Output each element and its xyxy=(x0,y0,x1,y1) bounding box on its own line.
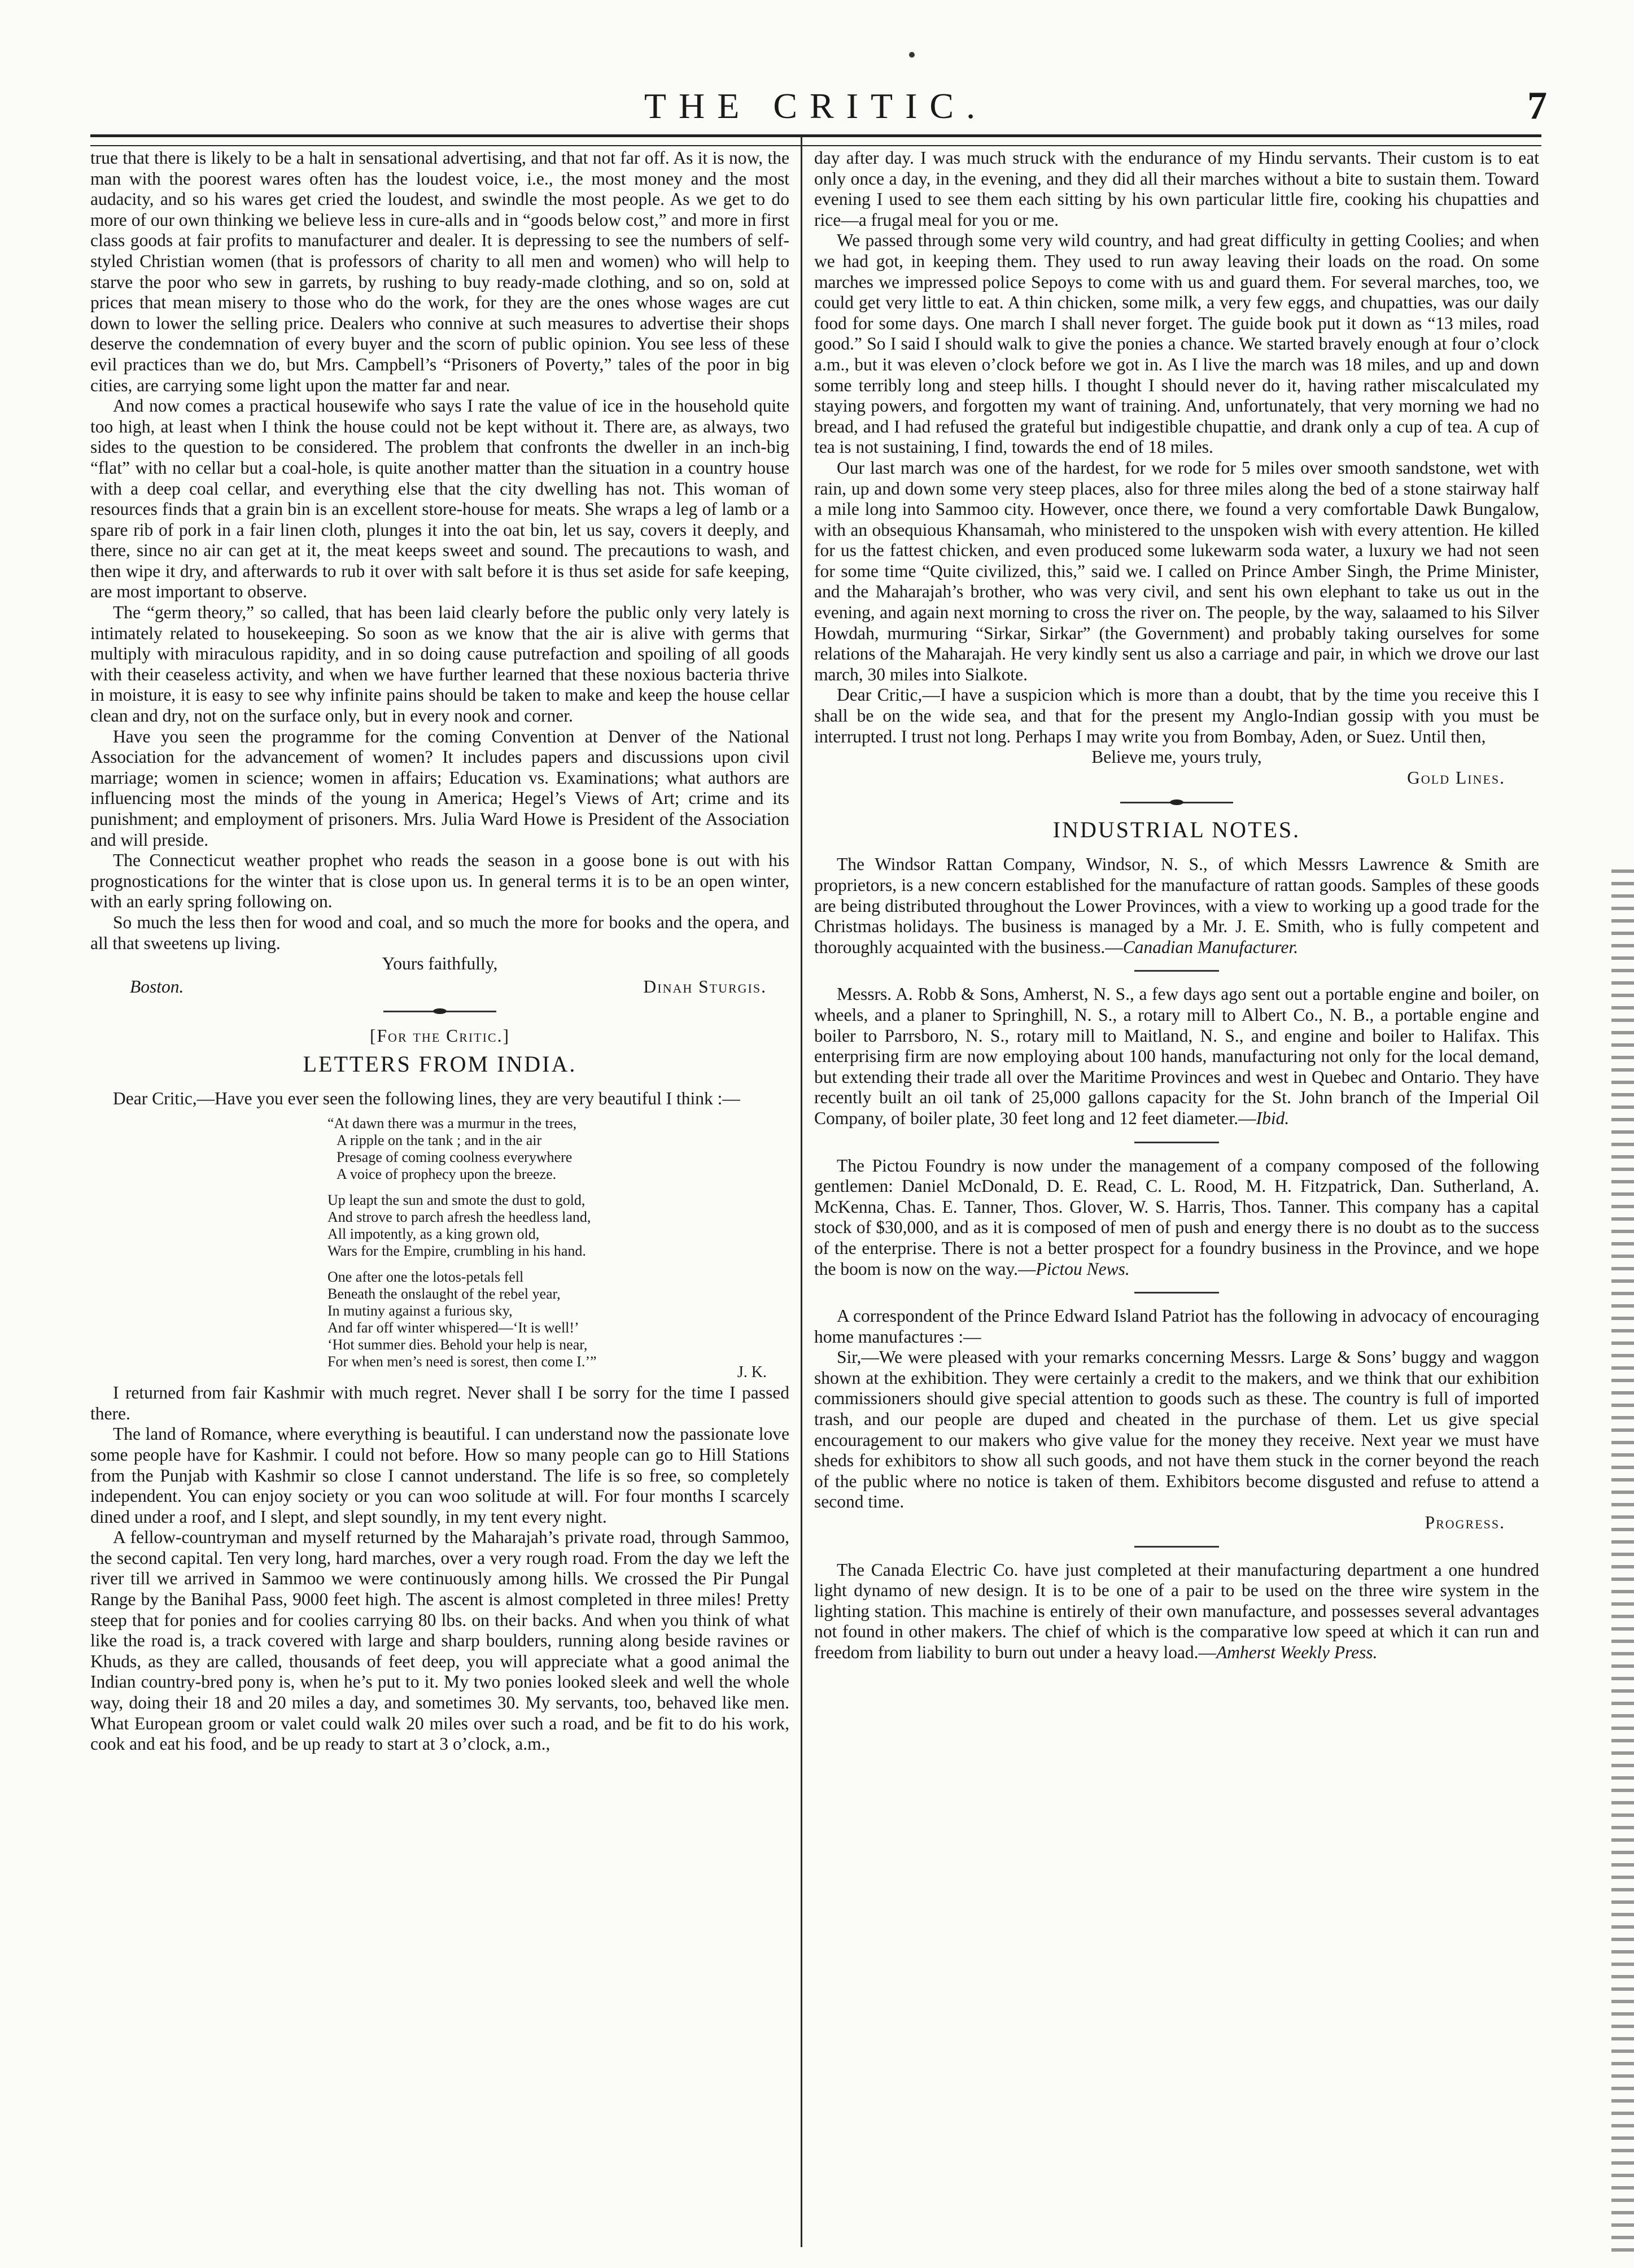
section-title: INDUSTRIAL NOTES. xyxy=(1052,817,1301,843)
signature-row xyxy=(90,977,789,998)
news-item xyxy=(814,1156,1539,1280)
news-item xyxy=(814,1560,1539,1663)
column-divider xyxy=(801,136,802,2247)
poem-line: One after one the lotos-petals fell xyxy=(327,1268,524,1285)
poem-line: “At dawn there was a murmur in the trees, xyxy=(327,1115,577,1131)
letter-place: Boston. xyxy=(130,976,184,997)
header-rule xyxy=(90,134,1541,146)
letter-signature: Dinah Sturgis. xyxy=(643,976,767,997)
masthead-title: THE CRITIC. xyxy=(644,86,988,126)
news-source: Ibid. xyxy=(1256,1108,1290,1128)
paragraph: The land of Romance, where everything is beautiful. I can understand now the passionate love some people have for Kashmir. I could not before. How so many people can go to Hill Stations from the Punjab with Kashmir so close I cannot understand. The life is so free, so completely independent. You can enjoy society or you can woo solitude at will. For four months I scarcely dined under a roof, and I slept, and slept soundly, in my tent every night. xyxy=(90,1424,789,1527)
news-item xyxy=(814,984,1539,1129)
poem-line: In mutiny against a furious sky, xyxy=(327,1302,513,1319)
poem-line: Wars for the Empire, crumbling in his hand. xyxy=(327,1242,586,1259)
section-title: LETTERS FROM INDIA. xyxy=(303,1051,577,1077)
item-rule xyxy=(1134,970,1219,972)
poem-line: A voice of prophecy upon the breeze. xyxy=(337,1165,557,1182)
poem xyxy=(327,1115,789,1370)
poem-stanza xyxy=(327,1115,789,1183)
left-column xyxy=(90,148,789,2260)
news-item: A correspondent of the Prince Edward Island Patriot has the following in advocacy of encouraging home manufactures :— xyxy=(814,1306,1539,1347)
paragraph: A fellow-countryman and myself returned by the Maharajah’s private road, through Sammoo, the second capital. Ten very long, hard marches, over a very rough road. From the day we left the river till we arrived in Sammoo we were continuously among hills. We crossed the Pir Pungal Range by the Banihal Pass, 9000 feet high. The ascent is almost completed in three miles! Pretty steep that for ponies and for coolies carrying 80 lbs. on their backs. And when you think of what like the road is, a track covered with large and sharp boulders, running along beside ravines or Khuds, as they are called, thousands of feet deep, you will appreciate what a good animal the Indian country-bred pony is, when he’s put to it. My two ponies looked sleek and well the whole way, doing their 18 and 20 miles a day, and sometimes 30. My servants, too, behaved like men. What European groom or valet could walk 20 miles over such a road, and be fit to do his work, cook and eat his food, and be up ready to start at 3 o’clock, a.m., xyxy=(90,1527,789,1754)
news-item: Sir,—We were pleased with your remarks concerning Messrs. Large & Sons’ buggy and waggon shown at the exhibition. They were certainly a credit to the makers, and we think that our exhibition commissioners should give special attention to goods such as these. The country is full of imported trash, and our people are duped and cheated in the purchase of them. Let us give special encouragement to our makers who give value for the money they receive. Next year we must have sheds for exhibitors to show all such goods, and not have them stuck in the corner beyond the reach of the public where no notice is taken of them. Exhibitors become disgusted and refuse to attend a second time. xyxy=(814,1347,1539,1512)
page-number: 7 xyxy=(1527,84,1547,128)
news-source: Pictou News. xyxy=(1036,1258,1130,1279)
paragraph: Dear Critic,—Have you ever seen the following lines, they are very beautiful I think :— xyxy=(113,1088,740,1108)
item-rule xyxy=(1134,1142,1219,1143)
paragraph: true that there is likely to be a halt in sensational advertising, and that not far off. As it is now, the man with the poorest wares often has the loudest voice, i.e., the most money and the most audacity, and so his wares get cried the loudest, and swindle the most people. As we get to do more of our own thinking we believe less in cure-alls and in “goods below cost,” and more in first class goods at fair profits to manufacturer and dealer. It is depressing to see the numbers of self-styled Christian women (that is professors of charity to all men and women) who will help to starve the poor who sew in garrets, by rushing to buy ready-made clothing, and so on, sold at prices that mean misery to those who do the work, for they are the ones whose wages are cut down to lower the selling price. Dealers who connive at such measures to advertise their shops deserve the condemnation of every buyer and the scorn of public opinion. You see less of these evil practices than we do, but Mrs. Campbell’s “Prisoners of Poverty,” tales of the poor in big cities, are carrying some light upon the matter far and near. xyxy=(90,148,789,395)
poem-line: ‘Hot summer dies. Behold your help is near, xyxy=(327,1336,588,1353)
news-text: The Pictou Foundry is now under the management of a company composed of the following gentlemen: Daniel McDonald, D. E. Read, C. L. Rood, M. H. Fitzpatrick, Dan. Sutherland, A. McKenna, Chas. E. Tanner, Thos. Glover, W. S. Harris, Thos. Tanner. This company has a capital stock of $30,000, and as it is composed of men of push and energy there is no doubt as to the success of the enterprise. There is not a better prospect for a foundry business in the Province, and we hope the boom is now on the way.— xyxy=(814,1155,1539,1279)
poem-line: And strove to parch afresh the heedless land, xyxy=(327,1208,591,1225)
paragraph: We passed through some very wild country, and had great difficulty in getting Coolies; and when we had got, in keeping them. They used to run away leaving their loads on the road. On some marches we impressed police Sepoys to come with us and guard them. For several marches, too, we could get very little to eat. A thin chicken, some milk, a very few eggs, and chupatties, was our daily food for some days. One march I shall never forget. The guide book put it down as “13 miles, road good.” So I said I should walk to give the ponies a chance. We started bravely enough at four o’clock a.m., but it was eleven o’clock before we got in. As I live the march was 18 miles, and up and down some terribly long and steep hills. I thought I should never do it, having rather miscalculated my staying powers, and forgotten my want of training. And, unfortunately, that very morning we had no bread, and I had refused the grateful but indigestible chupattie, and drank only a cup of tea. A cup of tea is not sustaining, I find, towards the end of 18 miles. xyxy=(814,230,1539,457)
poem-line: Up leapt the sun and smote the dust to gold, xyxy=(327,1191,586,1208)
paragraph: I returned from fair Kashmir with much regret. Never shall I be sorry for the time I passed there. xyxy=(90,1383,789,1423)
section-rule xyxy=(1120,802,1233,803)
scan-speck xyxy=(909,52,915,58)
item-rule xyxy=(1134,1546,1219,1548)
running-head xyxy=(85,84,1547,134)
poem-line: Presage of coming coolness everywhere xyxy=(337,1148,573,1165)
poem-line: And far off winter whispered—‘It is well!’ xyxy=(327,1319,579,1336)
poem-stanza xyxy=(327,1192,789,1260)
letter-signature: Gold Lines. xyxy=(1407,767,1505,788)
paragraph: So much the less then for wood and coal, and so much the more for books and the opera, and all that sweetens up living. xyxy=(90,912,789,953)
section-rule xyxy=(383,1011,496,1012)
paragraph: The “germ theory,” so called, that has been laid clearly before the public only very lately is intimately related to housekeeping. So soon as we know that the air is alive with germs that multiply with miraculous rapidity, and in so doing cause putrefaction and spoiling of all goods with their ceaseless activity, and when we have further learned that these noxious bacteria thrive in moisture, it is easy to see why infinite pains should be taken to make and keep the house cellar clean and dry, not on the surface only, but in every nook and corner. xyxy=(90,602,789,726)
poem-line: Beneath the onslaught of the rebel year, xyxy=(327,1285,561,1302)
scan-edge-artifact xyxy=(1611,869,1634,2258)
news-text: Messrs. A. Robb & Sons, Amherst, N. S., a few days ago sent out a portable engine and boiler, on wheels, and a planer to Springhill, N. S., a rotary mill to Albert Co., N. B., a portable engine and boiler to Parrsboro, N. S., rotary mill to Maitland, N. S., and engine and boiler to Halifax. This enterprising firm are now employing about 100 hands, manufacturing not only for the local demand, but extending their trade all over the Maritime Provinces and west in Quebec and Ontario. They have recently built an oil tank of 25,000 gallons capacity for the St. John branch of the Imperial Oil Company, of boiler plate, 30 feet long and 12 feet diameter.— xyxy=(814,984,1539,1128)
section-kicker: [For the Critic.] xyxy=(370,1026,510,1046)
paragraph: And now comes a practical housewife who says I rate the value of ice in the household quite too high, at least when I think the house could not be kept without it. There are, as always, two sides to the question to be considered. The problem that confronts the dweller in an inch-big “flat” with no cellar but a coal-hole, is quite another matter than the situation in a country house with a deep coal cellar, and everything else that the city dwelling has not. This woman of resources finds that a grain bin is an excellent store-house for meats. She wraps a leg of lamb or a spare rib of pork in a fair linen cloth, plunges it into the oat bin, let us say, covers it deeply, and there, since no air can get at it, the meat keeps sweet and sound. The precautions to wash, and then wipe it dry, and afterwards to rub it over with salt before it is thus set aside for safe keeping, are most important to observe. xyxy=(90,396,789,602)
letter-closing: Believe me, yours truly, xyxy=(1091,747,1262,767)
paragraph: Have you seen the programme for the coming Convention at Denver of the National Association for the advancement of women? It includes papers and discussions upon civil marriage; women in science; women in affairs; Education vs. Examinations; what authors are influencing most the minds of the young in America; Hegel’s Views of Art; crime and its punishment; and employment of prisoners. Mrs. Julia Ward Howe is President of the Association and will preside. xyxy=(90,726,789,850)
poem-line: For when men’s need is sorest, then come I.’” xyxy=(327,1353,597,1370)
news-text: The Canada Electric Co. have just completed at their manufacturing department a one hundred light dynamo of new design. It is to be one of a pair to be used on the three wire system in the lighting station. This machine is entirely of their own manufacture, and possesses several advantages not found in other makers. The chief of which is the comparative low speed at which it can run and freedom from liability to burn out under a heavy load.— xyxy=(814,1559,1539,1662)
paragraph: Our last march was one of the hardest, for we rode for 5 miles over smooth sandstone, wet with rain, up and down some very steep places, also for three miles along the bed of a stone stairway half a mile long into Sammoo city. However, once there, we found a very comfortable Dawk Bungalow, with an obsequious Khansamah, who ministered to the unspoken wish with every attention. He killed for us the fattest chicken, and even produced some lukewarm soda water, a luxury we had not seen for some time “Quite civilized, this,” said we. I called on Prince Amber Singh, the Prime Minister, and the Maharajah’s brother, who was very civil, and sent his own elephant to take us out in the evening, and again next morning to cross the river on. The people, by the way, salaamed to his Silver Howdah, murmuring “Sirkar, Sirkar” (the Government) and probably taking ourselves for some relations of the Maharajah. He very kindly sent us also a carriage and pair, in which we drove our last march, 30 miles into Sialkote. xyxy=(814,457,1539,684)
news-source: Canadian Manufacturer. xyxy=(1122,937,1299,957)
news-text: The Windsor Rattan Company, Windsor, N. S., of which Messrs Lawrence & Smith are proprietors, is a new concern established for the manufacture of rattan goods. Samples of these goods are being distributed throughout the Lower Provinces, with a view to working up a good trade for the Christmas holidays. The business is managed by a Mr. J. E. Smith, who is fully competent and thoroughly acquainted with the business.— xyxy=(814,854,1539,957)
letter-signature: Progress. xyxy=(1425,1513,1505,1533)
item-rule xyxy=(1134,1292,1219,1293)
paragraph: The Connecticut weather prophet who reads the season in a goose bone is out with his prognostications for the winter that is close upon us. In general terms it is to be an open winter, with an early spring following on. xyxy=(90,850,789,912)
poem-signature: J. K. xyxy=(737,1363,767,1381)
right-column xyxy=(814,148,1539,2260)
poem-stanza xyxy=(327,1269,789,1370)
news-source: Amherst Weekly Press. xyxy=(1216,1642,1378,1662)
poem-line: All impotently, as a king grown old, xyxy=(327,1225,540,1242)
paragraph: day after day. I was much struck with the endurance of my Hindu servants. Their custom is to eat only once a day, in the evening, and they did all their marches without a bite to sustain them. Toward evening I used to see them each sitting by his own particular little fire, cooking his chupatties and rice—a frugal meal for you or me. xyxy=(814,148,1539,230)
paragraph: Dear Critic,—I have a suspicion which is more than a doubt, that by the time you receive this I shall be on the wide sea, and that for the present my Anglo-Indian gossip with you must be interrupted. I trust not long. Perhaps I may write you from Bombay, Aden, or Suez. Until then, xyxy=(814,685,1539,746)
news-item xyxy=(814,854,1539,958)
poem-line: A ripple on the tank ; and in the air xyxy=(337,1131,542,1148)
letter-closing: Yours faithfully, xyxy=(382,954,498,974)
